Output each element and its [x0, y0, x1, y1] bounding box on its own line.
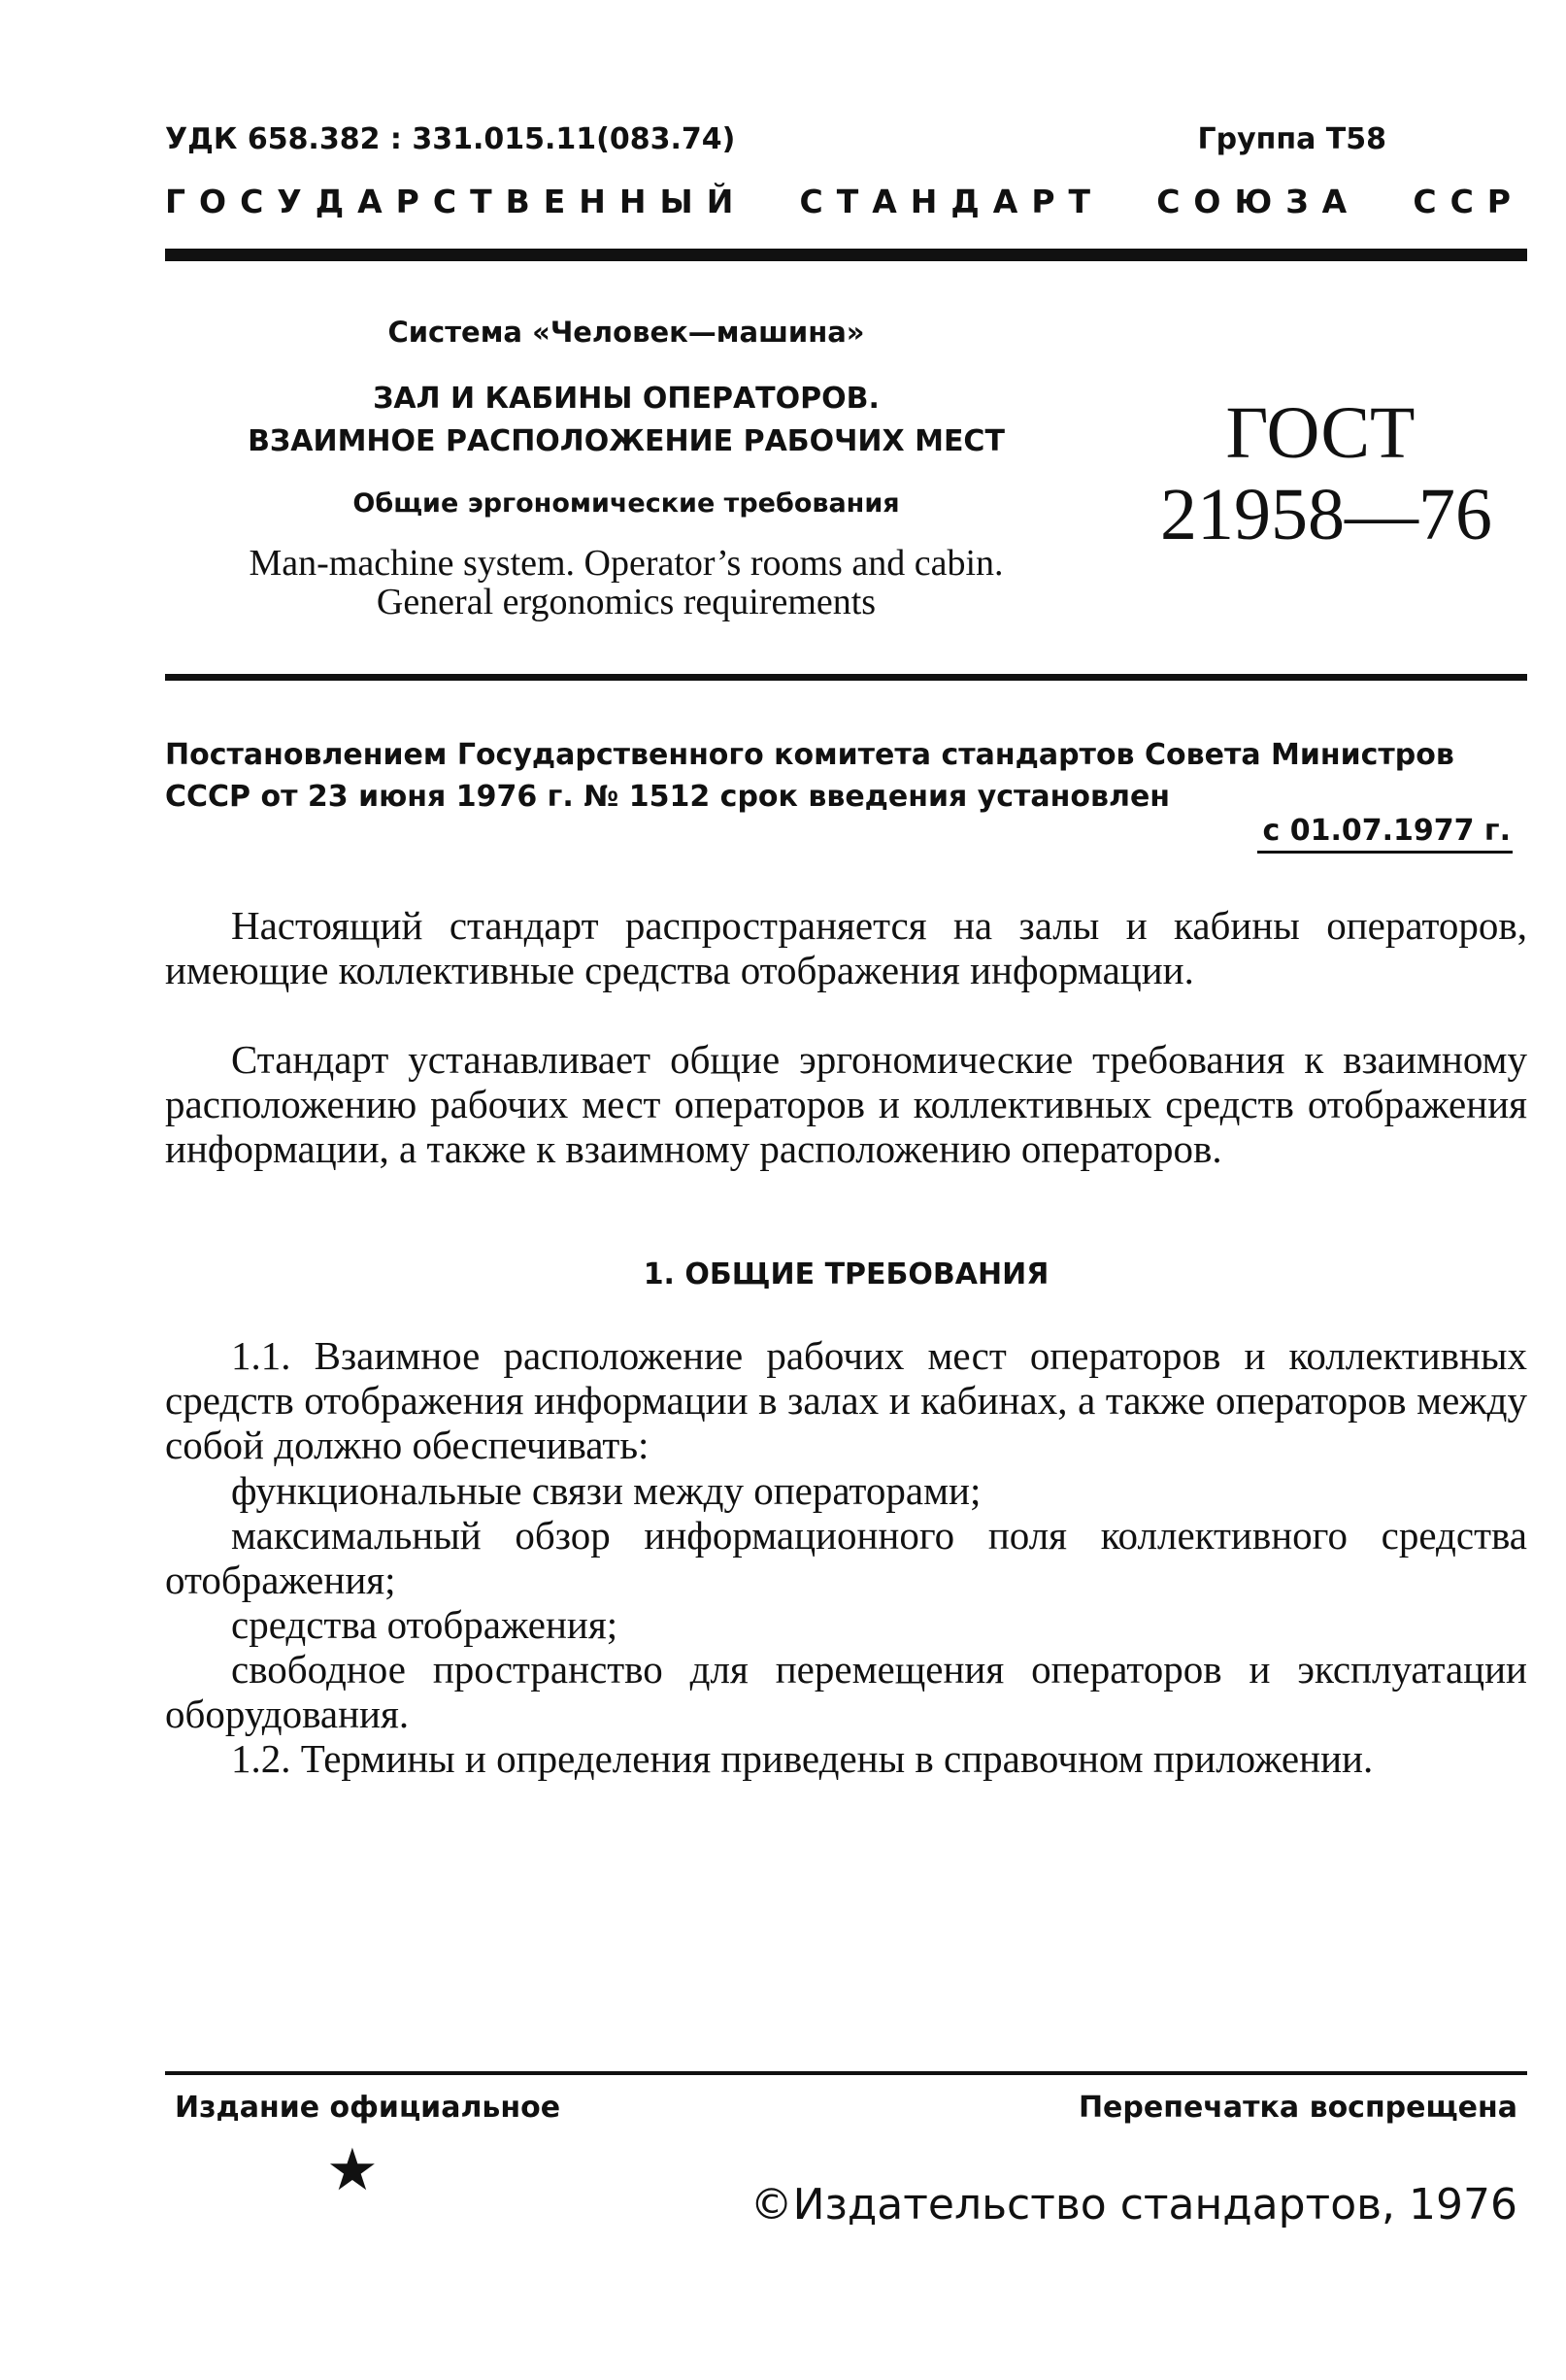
banner-word: ГОСУДАРСТВЕННЫЙ — [165, 183, 748, 220]
gost-label: ГОСТ — [1225, 392, 1416, 474]
star-icon: ★ — [326, 2138, 379, 2202]
title-rule — [165, 674, 1527, 681]
list-item: максимальный обзор информационного поля коллективного средства отображения; — [165, 1513, 1527, 1602]
resolution-text: Постановлением Государственного комитета стандартов Совета Министров СССР от 23 июня 1976 г. № 1512 срок введения установлен — [165, 738, 1454, 814]
subtitle: Общие эргономические требования — [352, 488, 900, 519]
paragraph-1-1: 1.1. Взаимное расположение рабочих мест операторов и коллективных средств отображения информации в залах и кабинах, а также операторов между собой должно обеспечивать: — [165, 1333, 1527, 1467]
gost-number: 21958—76 — [1160, 474, 1492, 555]
list-item: свободное пространство для перемещения операторов и эксплуатации оборудования. — [165, 1647, 1527, 1736]
banner-word: ССР — [1413, 183, 1524, 220]
footer-rule — [165, 2071, 1527, 2075]
state-standard-banner — [165, 183, 1524, 220]
banner-word: СТАНДАРТ — [799, 183, 1105, 220]
english-title-line-1: Man-machine system. Operator’s rooms and cabin. — [249, 543, 1004, 584]
date-underline — [1257, 851, 1513, 854]
reprint-prohibited: Перепечатка воспрещена — [1078, 2091, 1517, 2125]
group-code: Группа Т58 — [1197, 122, 1386, 156]
list-item: функциональные связи между операторами; — [231, 1468, 982, 1513]
udk-code: УДК 658.382 : 331.015.11(083.74) — [165, 122, 736, 156]
official-edition: Издание официальное — [175, 2091, 561, 2125]
system-name: Система «Человек—машина» — [387, 316, 865, 349]
paragraph-scope: Настоящий стандарт распространяется на залы и кабины операторов, имеющие коллективные средства отображения информации. — [165, 903, 1527, 992]
list-item: средства отображения; — [231, 1602, 618, 1647]
banner-word: СОЮЗА — [1156, 183, 1361, 220]
publisher-copyright: ©Издательство стандартов, 1976 — [750, 2180, 1517, 2229]
header-rule — [165, 249, 1527, 261]
effective-date: с 01.07.1977 г. — [1262, 814, 1511, 848]
english-title-line-2: General ergonomics requirements — [376, 582, 877, 622]
paragraph-establishes: Стандарт устанавливает общие эргономические требования к взаимному расположению рабочих мест операторов и коллективных средств отображения информации, а также к взаимному расположению операторов. — [165, 1037, 1527, 1171]
title-line-2: ВЗАИМНОЕ РАСПОЛОЖЕНИЕ РАБОЧИХ МЕСТ — [248, 424, 1005, 458]
section-title: 1. ОБЩИЕ ТРЕБОВАНИЯ — [643, 1257, 1050, 1291]
title-line-1: ЗАЛ И КАБИНЫ ОПЕРАТОРОВ. — [373, 382, 880, 416]
paragraph-1-2: 1.2. Термины и определения приведены в справочном приложении. — [231, 1736, 1374, 1781]
